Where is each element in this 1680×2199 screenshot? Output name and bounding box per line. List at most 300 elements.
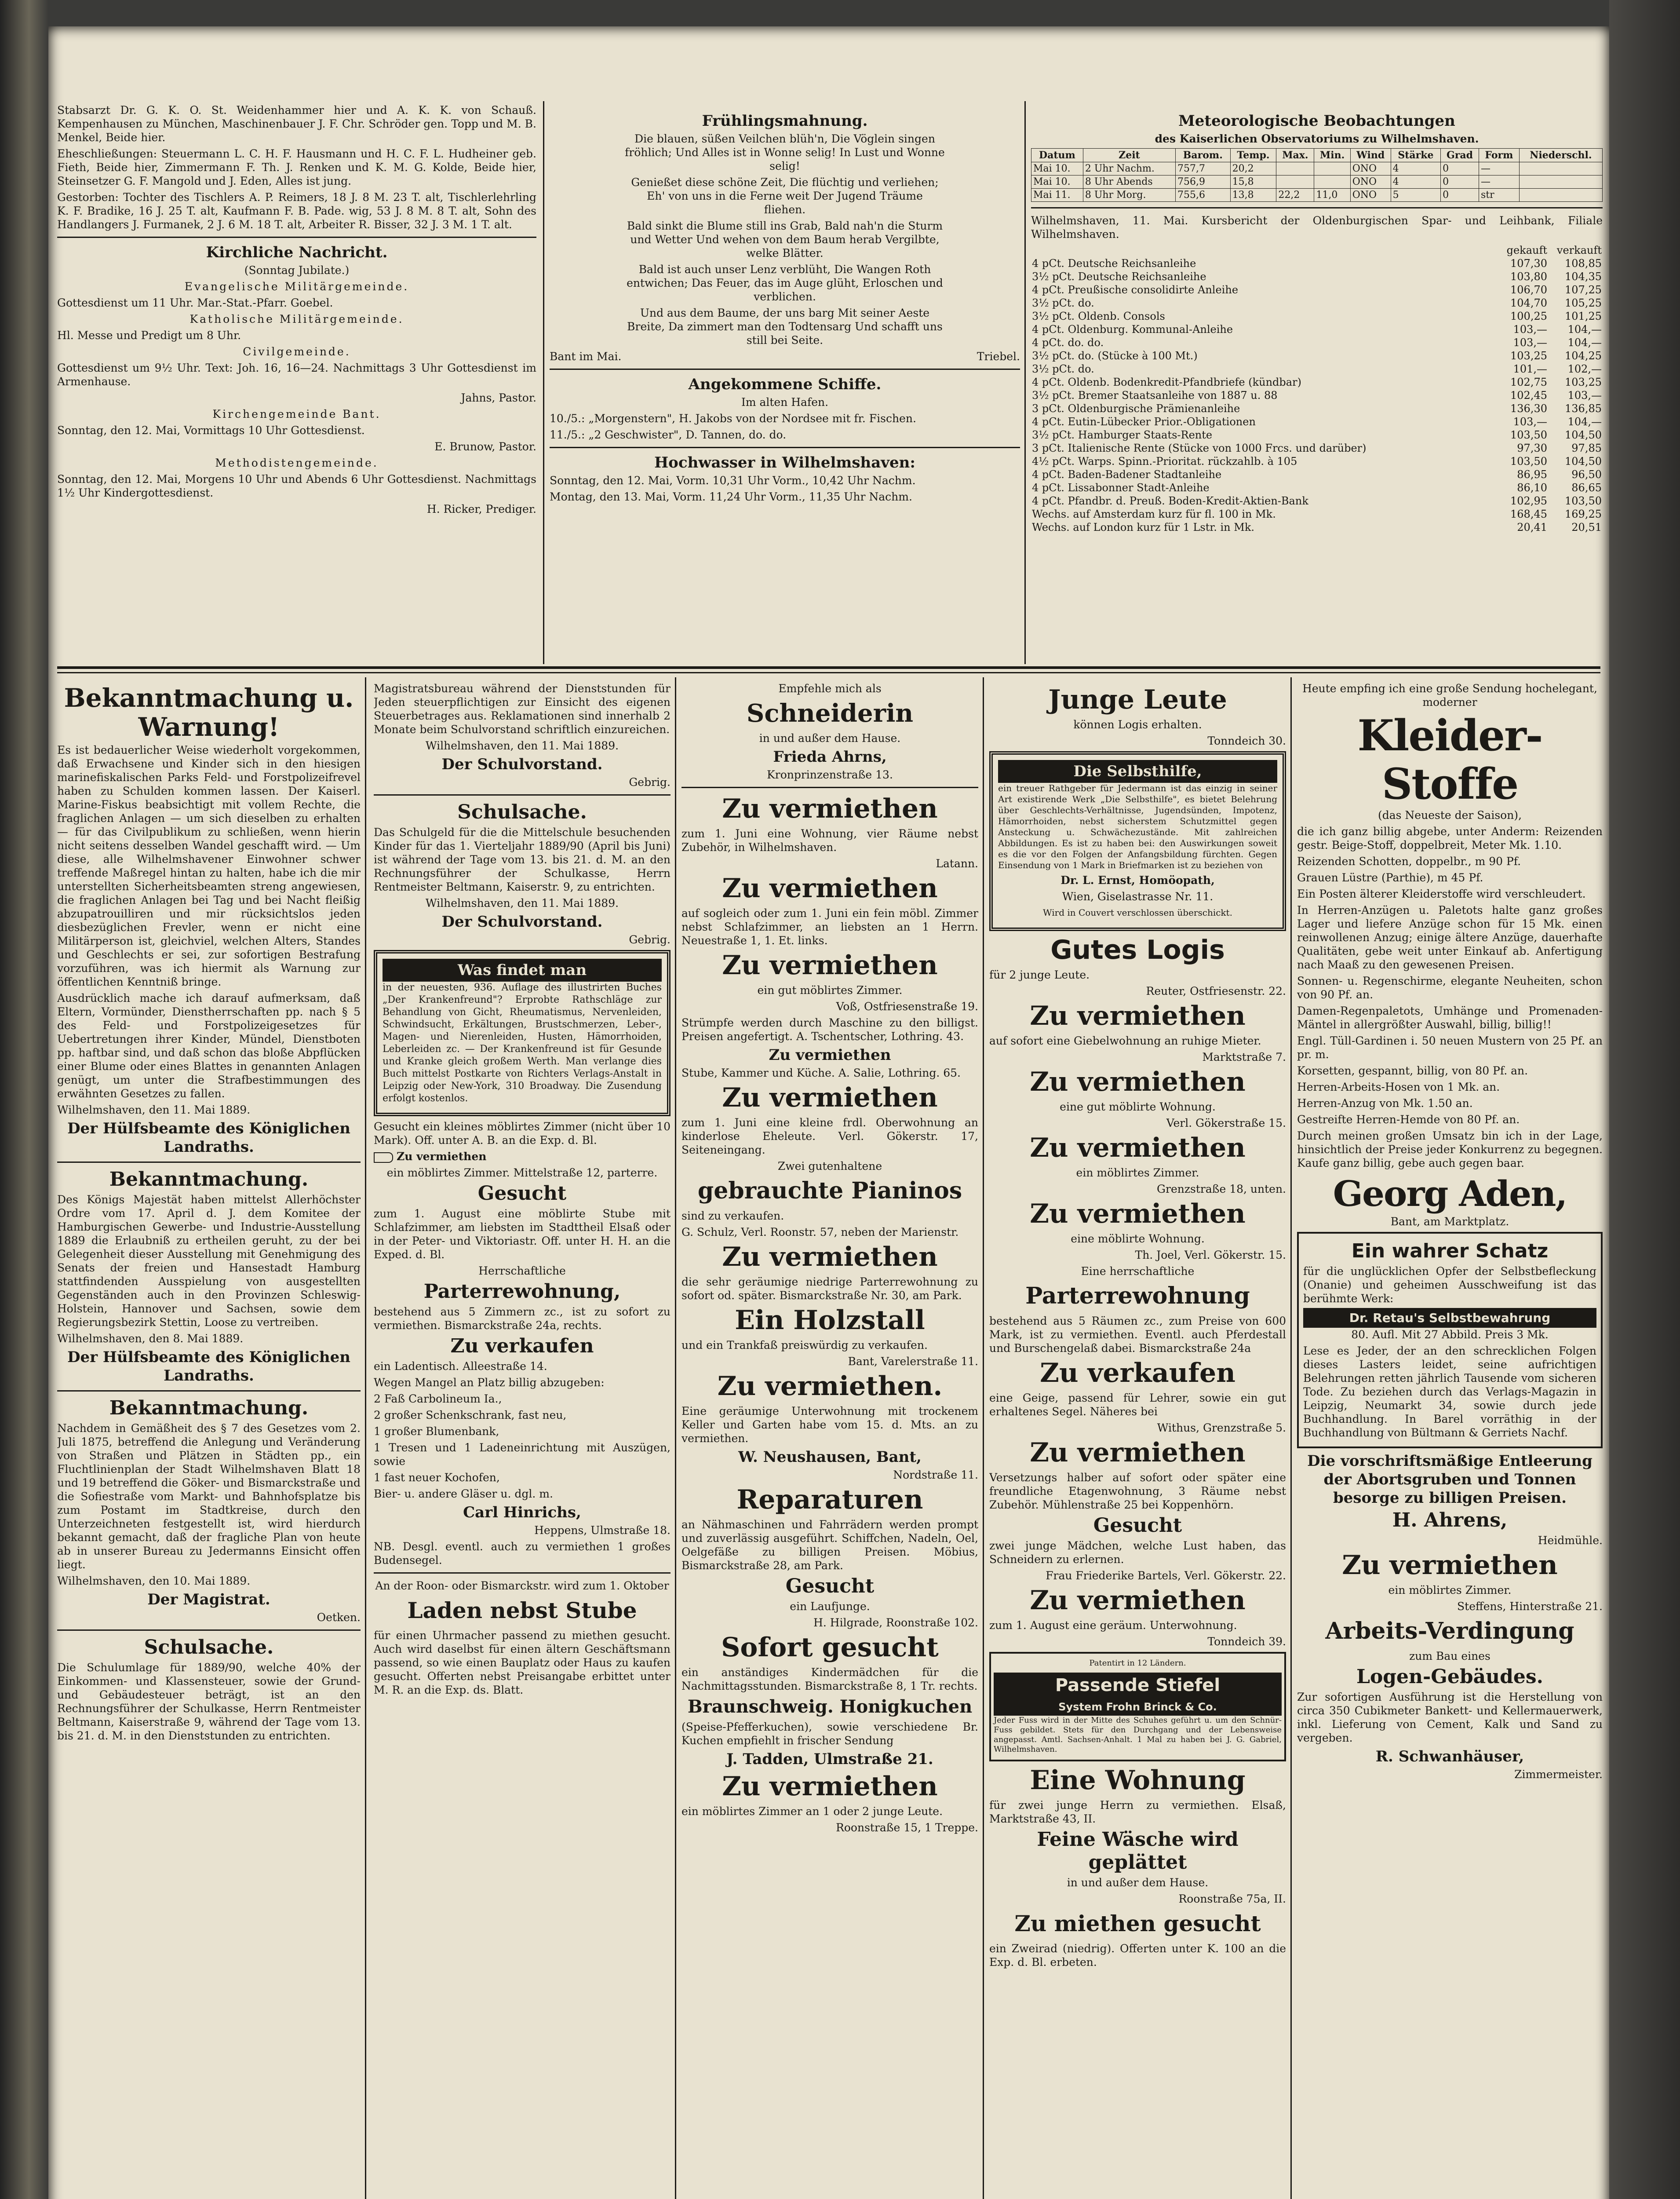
poem-footer	[550, 350, 1020, 363]
meteo-cell: 15,8	[1230, 175, 1276, 189]
meteo-cell: 13,8	[1230, 189, 1276, 202]
meteo-header-cell: Zeit	[1083, 149, 1175, 162]
boots-title: Passende Stiefel	[994, 1673, 1282, 1698]
kurs-price: 101,—	[1513, 363, 1547, 375]
flat-title: Parterrewohnung	[1025, 1282, 1250, 1309]
rent-title: Zu vermiethen	[1030, 1067, 1246, 1097]
kurs-row	[1031, 323, 1603, 336]
kurs-price: 104,—	[1567, 323, 1602, 336]
kurs-price: 103,—	[1513, 323, 1547, 336]
rent-text: ein möblirtes Zimmer.	[1076, 1166, 1199, 1179]
kurs-row	[1031, 481, 1603, 494]
kurs-security: 4½ pCt. Warps. Spinn.-Prioritat. rückzahlb. à 105	[1032, 455, 1297, 468]
honey-cake-name: J. Tadden, Ulmstraße 21.	[726, 1750, 933, 1768]
fabrics-item: Herren-Anzug von Mk. 1.50 an.	[1297, 1097, 1473, 1110]
rent-text: ein gut möblirtes Zimmer.	[757, 984, 903, 997]
kurs-security: 4 pCt. Baden-Badener Stadtanleihe	[1032, 468, 1222, 481]
school-fee-title: Schulsache.	[457, 801, 587, 823]
meth-sign: H. Ricker, Prediger.	[426, 503, 536, 515]
kurs-security: 4 pCt. Lissabonner Stadt-Anleihe	[1032, 482, 1210, 494]
wanted-title: Gesucht	[785, 1575, 875, 1597]
fabrics-item: Damen-Regenpaletots, Umhänge und Promenaden-Mäntel in allergrößter Auswahl, billig, billig!!	[1297, 1005, 1603, 1031]
logis-title: Gutes Logis	[1050, 935, 1225, 965]
evang-head: Evangelische Militärgemeinde.	[184, 280, 409, 293]
meteo-cell: Mai 10.	[1031, 162, 1083, 175]
rent-title: Zu vermiethen	[722, 1242, 938, 1272]
kurs-security: 3½ pCt. do. (Stücke à 100 Mt.)	[1032, 350, 1198, 362]
clearance-item: 2 Faß Carbolineum Ia.,	[374, 1392, 502, 1405]
kurs-row	[1031, 296, 1603, 310]
boots-top: Patentirt in 12 Ländern.	[1089, 1658, 1186, 1668]
notice-sign: Der Hülfsbeamte des Königlichen Landraths.	[67, 1348, 350, 1384]
register-deaths: Gestorben: Tochter des Tischlers A. P. Reimers, 18 J. 8 M. 23 T. alt, Tischlerlehrling K. F. Bradike, 16 J. 25 T. alt, Kaufmann F. B. Pade. wig, 53 J. 8 M. 8 T. alt, Sohn des Handlangers J. Furmanek, 2 J. 6 M. 18 T. alt, Arbeiter R. Bisser, 32 J. 3 M. 1 T. alt.	[57, 191, 536, 231]
seamstress-title: Schneiderin	[746, 699, 914, 728]
bant-text: Sonntag, den 12. Mai, Vormittags 10 Uhr Gottesdienst.	[57, 424, 365, 437]
divider	[681, 787, 978, 788]
cesspool-ad: Die vorschriftsmäßige Entleerung der Abortsgruben und Tonnen besorge zu billigen Preisen.	[1307, 1452, 1593, 1507]
treasure-text: für die unglücklichen Opfer der Selbstbefleckung (Onanie) und geheimen Ausschweifung ist das berühmte Werk:	[1303, 1265, 1596, 1305]
meteo-cell: str	[1479, 189, 1519, 202]
rent-title: Zu vermiethen	[722, 1082, 938, 1113]
tide-line: Montag, den 13. Mai, Vorm. 11,24 Uhr Vorm., 11,35 Uhr Nachm.	[550, 490, 912, 503]
bant-sign: E. Brunow, Pastor.	[434, 440, 536, 453]
kurs-price: 97,85	[1571, 442, 1602, 454]
rent-text: ein möblirtes Zimmer an 1 oder 2 junge Leute.	[681, 1805, 943, 1818]
kurs-price: 97,30	[1517, 442, 1547, 454]
meteo-cell: 22,2	[1276, 189, 1314, 202]
kurs-price: 103,25	[1510, 350, 1547, 362]
kurs-row	[1031, 402, 1603, 415]
rent-text: zum 1. Juni eine kleine frdl. Oberwohnung an kinderlose Eheleute. Verl. Gökerstr. 17, Seiteneingang.	[681, 1116, 978, 1156]
column-c	[681, 682, 978, 2199]
notice-date: Wilhelmshaven, den 10. Mai 1889.	[57, 1574, 251, 1587]
rent-title: Zu vermiethen.	[717, 1371, 943, 1402]
meteo-cell	[1314, 175, 1350, 189]
kurs-row	[1031, 494, 1603, 508]
clearance-item: 1 Tresen und 1 Ladeneinrichtung mit Auszügen, sowie	[374, 1441, 671, 1468]
meteo-header-cell: Niederschl.	[1519, 149, 1602, 162]
rent-text: die sehr geräumige niedrige Parterrewohnung zu sofort od. später. Bismarckstraße Nr. 30, am Park.	[681, 1275, 978, 1302]
rent-title: Zu vermiethen	[1030, 1437, 1246, 1468]
ad-wanted-text: zum 1. August eine möblirte Stube mit Schlafzimmer, am liebsten im Stadttheil Elsaß oder in der Peter- und Viktoriastr. Off. unter H. H. an die Exped. d. Bl.	[374, 1207, 671, 1261]
boots-ad-box	[989, 1652, 1286, 1761]
ad-sale-text: ein Ladentisch. Alleestraße 14.	[374, 1360, 547, 1373]
kurs-row	[1031, 349, 1603, 362]
tide-title: Hochwasser in Wilhelmshaven:	[654, 454, 915, 471]
wanted-title: Gesucht	[1093, 1514, 1182, 1537]
kurs-row	[1031, 442, 1603, 455]
kath-text: Hl. Messe und Predigt um 8 Uhr.	[57, 329, 241, 342]
cesspool-addr: Heidmühle.	[1538, 1534, 1603, 1547]
tender-title: Arbeits-Verdingung	[1325, 1618, 1574, 1644]
divider	[57, 1162, 361, 1163]
seamstress-addr: Kronprinzenstraße 13.	[767, 768, 893, 781]
column-rule	[1024, 101, 1026, 664]
ad-clearance-nb: NB. Desgl. eventl. auch zu vermiethen 1 großes Budensegel.	[374, 1540, 671, 1567]
tender-sub: zum Bau eines	[1409, 1650, 1490, 1662]
kurs-price: 103,—	[1567, 389, 1602, 402]
divider	[550, 369, 1020, 370]
meteo-cell: 8 Uhr Abends	[1083, 175, 1175, 189]
repairs-text: an Nähmaschinen und Fahrrädern werden prompt und zuverlässig ausgeführt. Schiffchen, Nadeln, Oel, Oelgefäße zu billigen Preisen. Möbius, Bismarckstraße 28, am Park.	[681, 1518, 978, 1572]
fabrics-item: In Herren-Anzügen u. Paletots halte ganz großes Lager und liefere Anzüge schon für 15 Mk. einen reinwollenen Anzug; einige ältere Anzüge, dauerhafte Qualitäten, gebe weit unter Einkauf ab. Anfertigung nach Maaß zu den gewesenen Preisen.	[1297, 904, 1603, 971]
ship-entry: 10./5.: „Morgenstern", H. Jakobs von der Nordsee mit fr. Fischen.	[550, 412, 916, 425]
kranken-ad-title: Was findet man	[383, 959, 662, 982]
fabrics-item: Reizenden Schotten, doppelbr., m 90 Pf.	[1297, 855, 1521, 868]
meteo-cell: 20,2	[1230, 162, 1276, 175]
school-fee-date: Wilhelmshaven, den 11. Mai 1889.	[425, 897, 619, 910]
poem-stanza: Die blauen, süßen Veilchen blüh'n, Die Vöglein singen fröhlich; Und Alles ist in Wonne selig! In Lust und Wonne selig!	[625, 132, 945, 172]
meteo-cell: 5	[1391, 189, 1440, 202]
ad-shop-title: Laden nebst Stube	[407, 1597, 637, 1623]
meteo-header-cell: Barom.	[1175, 149, 1230, 162]
fabrics-title: Kleider-Stoffe	[1357, 711, 1542, 809]
meth-head: Methodistengemeinde.	[215, 457, 379, 469]
clearance-item: 1 fast neuer Kochofen,	[374, 1471, 500, 1484]
school-board-date: Wilhelmshaven, den 11. Mai 1889.	[425, 739, 619, 752]
top-column-poem	[550, 110, 1020, 664]
clearance-item: Bier- u. andere Gläser u. dgl. m.	[374, 1487, 553, 1500]
kurs-security: 3½ pCt. do.	[1032, 363, 1094, 375]
cesspool-name: H. Ahrens,	[1392, 1509, 1508, 1531]
kurs-row	[1031, 376, 1603, 389]
column-rule	[543, 101, 544, 664]
divider	[374, 794, 671, 796]
kurs-security: Wechs. auf Amsterdam kurz für fl. 100 in Mk.	[1032, 508, 1276, 520]
poem-stanza: Bald sinkt die Blume still ins Grab, Bald nah'n die Sturm und Wetter Und wehen von dem Baum herab Vergilbte, welke Blätter.	[627, 219, 943, 259]
school-fee-sign: Der Schulvorstand.	[441, 913, 603, 931]
rent-text: auf sofort eine Giebelwohnung an ruhige Mieter.	[989, 1034, 1261, 1047]
kurs-security: 4 pCt. Eutin-Lübecker Prior.-Obligationen	[1032, 416, 1256, 428]
divider	[57, 237, 536, 238]
selbsthilfe-addr: Wien, Giselastrasse Nr. 11.	[1062, 890, 1214, 903]
notice-date: Wilhelmshaven, den 8. Mai 1889.	[57, 1332, 244, 1345]
divider	[374, 1572, 671, 1574]
treasure-title: Ein wahrer Schatz	[1351, 1240, 1549, 1262]
kurs-price: 104,25	[1565, 350, 1602, 362]
rent-text: Stube, Kammer und Küche. A. Salie, Lothring. 65.	[681, 1067, 961, 1079]
rent-addr: Verl. Gökerstraße 15.	[1166, 1117, 1286, 1129]
kurs-price: 108,85	[1565, 257, 1602, 270]
rent-title: Zu vermiethen	[1342, 1550, 1558, 1581]
kurs-price: 102,45	[1510, 389, 1547, 402]
fabrics-item: Grauen Lüstre (Parthie), m 45 Pf.	[1297, 871, 1483, 884]
clearance-item: 2 großer Schenkschrank, fast neu,	[374, 1409, 567, 1421]
poem-author: Triebel.	[977, 350, 1020, 363]
kurs-price: 102,75	[1510, 376, 1547, 388]
kurs-row	[1031, 508, 1603, 521]
poem-place: Bant im Mai.	[550, 350, 622, 363]
rent-title: Zu vermiethen	[722, 793, 938, 824]
treasure-book: Dr. Retau's Selbstbewahrung	[1303, 1308, 1596, 1328]
kranken-ad-box	[374, 950, 671, 1116]
meteo-header-cell: Temp.	[1230, 149, 1276, 162]
wanted-text: zwei junge Mädchen, welche Lust haben, das Schneidern zu erlernen.	[989, 1539, 1286, 1566]
meteo-header-cell: Max.	[1276, 149, 1314, 162]
ad-flat-title: Parterrewohnung,	[423, 1280, 621, 1303]
kurs-price: 104,35	[1565, 270, 1602, 283]
kurs-price: 104,—	[1567, 416, 1602, 428]
selbsthilfe-text: ein treuer Rathgeber für Jedermann ist das einzig in seiner Art existirende Werk „Die Selbsthilfe", es bietet Belehrung über Geschlechts-Verhältnisse, Jugendsünden, Impotenz, Hämorrhoiden, nebst sicherstem Schutzmittel gegen Ansteckung u. Schwächezustände. Mit zahlreichen Abbildungen. Es ist zu haben bei: den Auswirkungen soweit es die vor den Folgen der Anfangsbildung fürchten. Gegen Einsendung von 1 Mark in Briefmarken ist zu beziehen von	[998, 783, 1277, 870]
top-section-divider	[57, 666, 1600, 669]
fabrics-name: Georg Aden,	[1333, 1173, 1567, 1214]
wanted-text: ein Zweirad (niedrig). Offerten unter K. 100 an die Exp. d. Bl. erbeten.	[989, 1942, 1286, 1969]
sale-title: Zu verkaufen	[1040, 1358, 1235, 1388]
meteo-cell	[1276, 162, 1314, 175]
rent-name: W. Neushausen, Bant,	[738, 1448, 922, 1466]
selbsthilfe-ad-box	[989, 751, 1286, 931]
meteo-cell	[1519, 162, 1602, 175]
fabrics-item: Engl. Tüll-Gardinen i. 50 neuen Mustern von 25 Pf. an pr. m.	[1297, 1034, 1603, 1061]
kurs-price: 103,—	[1513, 416, 1547, 428]
top-column-weather-market	[1031, 110, 1603, 664]
meteo-header-cell: Wind	[1350, 149, 1391, 162]
kurs-price: 104,—	[1567, 336, 1602, 349]
meteo-row	[1031, 189, 1603, 202]
fabrics-item: Ein Posten älterer Kleiderstoffe wird verschleudert.	[1297, 888, 1586, 900]
top-section-divider-2	[57, 672, 1600, 673]
kurs-row	[1031, 270, 1603, 283]
wanted-text: ein Laufjunge.	[790, 1600, 870, 1613]
woodshed-addr: Bant, Varelerstraße 11.	[848, 1355, 978, 1368]
meteo-table	[1031, 148, 1603, 202]
boots-sub: System Frohn Brinck & Co.	[994, 1698, 1282, 1716]
treasure-ad-box	[1297, 1232, 1603, 1448]
rent-title: Zu vermiethen	[1030, 1001, 1246, 1031]
kurs-row	[1031, 310, 1603, 323]
top-column-civil-register	[57, 103, 536, 662]
meteo-cell: 11,0	[1314, 189, 1350, 202]
wanted-title: Zu miethen gesucht	[1014, 1910, 1261, 1936]
meteo-cell	[1519, 189, 1602, 202]
rent-addr: Tonndeich 39.	[1207, 1635, 1286, 1648]
rent-text: ein möblirtes Zimmer.	[1388, 1584, 1512, 1596]
kurs-security: 3½ pCt. Deutsche Reichsanleihe	[1032, 270, 1206, 283]
kurs-row	[1031, 257, 1603, 270]
kurs-col-sell: verkauft	[1556, 244, 1602, 256]
ad-wanted-room: Gesucht ein kleines möblirtes Zimmer (nicht über 10 Mark). Off. unter A. B. an die Exp. d. Bl.	[374, 1120, 671, 1147]
kurs-price: 86,10	[1517, 482, 1547, 494]
rent-sign: Latann.	[936, 857, 978, 870]
ad-clearance-addr: Heppens, Ulmstraße 18.	[534, 1524, 671, 1537]
sale-name: Withus, Grenzstraße 5.	[1157, 1421, 1286, 1434]
rent-title: Zu vermiethen	[722, 950, 938, 981]
woodshed-text: und ein Trankfaß preiswürdig zu verkaufen.	[681, 1339, 928, 1352]
ad-rent-title: Zu vermiethen	[374, 1150, 671, 1163]
fabrics-item: Gestreifte Herren-Hemde von 80 Pf. an.	[1297, 1113, 1520, 1126]
column-rule	[365, 677, 366, 2199]
meteo-header-cell: Min.	[1314, 149, 1350, 162]
kurs-security: 3½ pCt. Oldenb. Consols	[1032, 310, 1165, 322]
column-e	[1297, 682, 1603, 2199]
rent-addr: Nordstraße 11.	[893, 1468, 978, 1481]
tender-text: Zur sofortigen Ausführung ist die Herstellung von circa 350 Cubikmeter Bankett- und Kellermauerwerk, inkl. Lieferung von Cement, Kalk und Sand zu vergeben.	[1297, 1691, 1603, 1744]
meteo-header-cell: Grad	[1441, 149, 1479, 162]
rent-text: eine gut möblirte Wohnung.	[1060, 1100, 1216, 1113]
school-fee-name: Gebrig.	[629, 933, 671, 946]
kurs-security: 4 pCt. Oldenburg. Kommunal-Anleihe	[1032, 323, 1233, 336]
kurs-price: 102,—	[1567, 363, 1602, 375]
kurs-security: 3 pCt. Oldenburgische Prämienanleihe	[1032, 402, 1240, 415]
laundry-text: in und außer dem Hause.	[1067, 1876, 1209, 1889]
warning-date: Wilhelmshaven, den 11. Mai 1889.	[57, 1103, 251, 1116]
fabrics-item: Herren-Arbeits-Hosen von 1 Mk. an.	[1297, 1081, 1500, 1093]
kurs-price: 168,45	[1510, 508, 1547, 520]
tide-line: Sonntag, den 12. Mai, Vorm. 10,31 Uhr Vorm., 10,42 Uhr Nachm.	[550, 474, 916, 487]
meteo-cell	[1276, 175, 1314, 189]
flat-text: für zwei junge Herrn zu vermiethen. Elsaß, Marktstraße 43, II.	[989, 1799, 1286, 1825]
fabrics-item: Korsetten, gespannt, billig, von 80 Pf. an.	[1297, 1064, 1528, 1077]
kurs-price: 103,50	[1510, 455, 1547, 468]
meteo-cell: 755,6	[1175, 189, 1230, 202]
kurs-security: 4 pCt. Oldenb. Bodenkredit-Pfandbriefe (kündbar)	[1032, 376, 1301, 388]
meteo-header-cell: Datum	[1031, 149, 1083, 162]
poem-stanza: Genießet diese schöne Zeit, Die flüchtig und verliehen; Eh' von uns in die Ferne weit Der Jugend Träume fliehen.	[631, 176, 939, 216]
divider	[57, 1629, 361, 1631]
kurs-price: 96,50	[1571, 468, 1602, 481]
meteo-cell: 0	[1441, 175, 1479, 189]
meteo-cell: 4	[1391, 175, 1440, 189]
treasure-edition: 80. Aufl. Mit 27 Abbild. Preis 3 Mk.	[1351, 1328, 1549, 1341]
kurs-row	[1031, 336, 1603, 349]
kurs-price: 103,50	[1510, 429, 1547, 441]
meteo-header-cell: Form	[1479, 149, 1519, 162]
ad-clearance-list	[374, 1392, 671, 1501]
logis-text: für 2 junge Leute.	[989, 968, 1090, 981]
kurs-price: 103,25	[1565, 376, 1602, 388]
meteo-cell: 757,7	[1175, 162, 1230, 175]
ad-clearance-head: Wegen Mangel an Platz billig abzugeben:	[374, 1376, 605, 1389]
ad-rent-text: ein möblirtes Zimmer. Mittelstraße 12, parterre.	[386, 1166, 658, 1179]
kurs-price: 169,25	[1565, 508, 1602, 520]
laundry-title: Feine Wäsche wird geplättet	[1037, 1828, 1239, 1874]
kurs-price: 105,25	[1565, 297, 1602, 309]
ad-sale-title: Zu verkaufen	[450, 1335, 594, 1357]
rent-text: auf sogleich oder zum 1. Juni ein fein möbl. Zimmer nebst Schlafzimmer, an liebsten an 1 Herrn. Neuestraße 1, 1. Et. links.	[681, 907, 978, 947]
church-notice-subtitle: (Sonntag Jubilate.)	[244, 264, 350, 277]
fabrics-pre: Heute empfing ich eine große Sendung hochelegant, moderner	[1302, 682, 1597, 709]
notice-text: Nachdem in Gemäßheit des § 7 des Gesetzes vom 2. Juli 1875, betreffend die Anlegung und Veränderung von Straßen und Plätzen in Städten pp., ein Fluchtlinienplan der Stadt Wilhelmshaven Blatt 18 und 19 betreffend die Göker- und Bismarckstraße und die Sofiestraße vom Markt- und Bahnhofsplatze bis zum Postamt im Stadtkreise, durch den Unterzeichneten festgestellt ist, wird hierdurch bekannt gemacht, daß der fragliche Plan von heute ab in unserer Bureau zu Jedermanns Einsicht offen liegt.	[57, 1422, 361, 1571]
wanted-name: H. Hilgrade, Roonstraße 102.	[813, 1616, 978, 1629]
ships-title: Angekommene Schiffe.	[688, 376, 882, 393]
column-a	[57, 682, 361, 2199]
meteo-cell: Mai 11.	[1031, 189, 1083, 202]
page-gutter	[0, 0, 48, 2199]
kurs-price: 136,30	[1510, 402, 1547, 415]
meteo-cell: ONO	[1350, 162, 1391, 175]
meteo-cell: Mai 10.	[1031, 175, 1083, 189]
ad-flat-pre: Herrschaftliche	[478, 1264, 566, 1277]
fabrics-item: Sonnen- u. Regenschirme, elegante Neuheiten, schon von 90 Pf. an.	[1297, 975, 1603, 1001]
civ-head: Civilgemeinde.	[243, 345, 351, 358]
kath-head: Katholische Militärgemeinde.	[190, 313, 404, 325]
bant-head: Kirchengemeinde Bant.	[212, 408, 381, 420]
rent-text: zum 1. August eine geräum. Unterwohnung.	[989, 1619, 1237, 1632]
ad-clearance-name: Carl Hinrichs,	[463, 1504, 581, 1521]
kurs-row	[1031, 362, 1603, 376]
kurs-price: 136,85	[1565, 402, 1602, 415]
rent-title: Zu vermiethen	[722, 1771, 938, 1802]
seamstress-pre: Empfehle mich als	[778, 682, 882, 695]
poem-stanza: Bald ist auch unser Lenz verblüht, Die Wangen Roth entwichen; Das Feuer, das im Auge glüht, Erloschen und verblichen.	[627, 263, 943, 303]
kurs-security: 3 pCt. Italienische Rente (Stücke von 1000 Frcs. und darüber)	[1032, 442, 1367, 454]
warning-sign: Der Hülfsbeamte des Königlichen Landraths.	[67, 1120, 350, 1156]
kurs-price: 86,65	[1571, 482, 1602, 494]
kurs-price: 20,51	[1571, 521, 1602, 533]
flat-pre: Eine herrschaftliche	[1081, 1265, 1195, 1278]
piano-text: sind zu verkaufen.	[681, 1209, 784, 1222]
meteo-cell: —	[1479, 175, 1519, 189]
rent-text: Versetzungs halber auf sofort oder später eine freundliche Etagenwohnung, 3 Räume nebst Zubehör. Mühlenstraße 25 bei Koppenhörn.	[989, 1471, 1286, 1511]
meteo-row	[1031, 175, 1603, 189]
tender-title-2: Logen-Gebäudes.	[1356, 1666, 1543, 1688]
rent-addr: Grenzstraße 18, unten.	[1157, 1183, 1286, 1195]
treasure-text-2: Lese es Jeder, der an den schrecklichen Folgen dieses Lasters leidet, seine aufrichtigen Belehrungen retten jährlich Tausende vom sicheren Tode. Zu beziehen durch das Verlags-Magazin in Leipzig, Neumarkt 34, sowie durch jede Buchhandlung. In Barel vorräthig in der Buchhandlung von Bültmann & Gerriets Nachf.	[1303, 1344, 1596, 1439]
divider	[57, 1390, 361, 1392]
sale-text: eine Geige, passend für Lehrer, sowie ein gut erhaltenes Segel. Näheres bei	[989, 1392, 1286, 1418]
kurs-security: 3½ pCt. Bremer Staatsanleihe von 1887 u. 88	[1032, 389, 1278, 402]
boots-text: Jeder Fuss wird in der Mitte des Schuhes geführt u. um den Schnür-Fuss gebildet. Stets für den Durchgang und der Lebensweise angepasst. Amtl. Sachsen-Anhalt. 1 Mal zu haben bei J. G. Gabriel, Wilhelmshaven.	[994, 1716, 1282, 1754]
kurs-price: 104,70	[1510, 297, 1547, 309]
kurs-price: 86,95	[1517, 468, 1547, 481]
rent-title: Zu vermiethen	[1030, 1132, 1246, 1163]
meth-text: Sonntag, den 12. Mai, Morgens 10 Uhr und Abends 6 Uhr Gottesdienst. Nachmittags 1½ Uhr Kindergottesdienst.	[57, 473, 536, 499]
divider	[1031, 207, 1603, 208]
kurs-price: 107,25	[1565, 284, 1602, 296]
warning-title: Bekanntmachung u. Warnung!	[64, 683, 354, 742]
meteo-title: Meteorologische Beobachtungen	[1178, 112, 1455, 130]
notice-text: Des Königs Majestät haben mittelst Allerhöchster Ordre vom 17. April d. J. dem Komitee der Hamburgischen Gewerbe- und Industrie-Ausstellung 1889 die Erlaubniß zu ertheilen geruht, zu der bei Gelegenheit dieser Ausstellung mit Genehmigung des Senats der freien und Hansestadt Hamburg stattfindenden Ausspielung von ausgestellten Gegenständen auch in den Provinzen Schleswig-Holstein, Hannover und Sachsen, sowie dem Regierungsbezirk Stettin, Loose zu vertreiben.	[57, 1193, 361, 1329]
kurs-security: 3½ pCt. do.	[1032, 297, 1094, 309]
piano-name: G. Schulz, Verl. Roonstr. 57, neben der Marienstr.	[681, 1226, 959, 1238]
kurs-price: 102,95	[1510, 495, 1547, 507]
ad-wanted-title: Gesucht	[477, 1182, 567, 1205]
kurs-security: 4 pCt. Pfandbr. d. Preuß. Boden-Kredit-Aktien-Bank	[1032, 495, 1308, 507]
wanted-name: Frau Friederike Bartels, Verl. Gökerstr. 22.	[1046, 1569, 1286, 1582]
lodging-text: können Logis erhalten.	[1073, 718, 1202, 731]
school-text: Die Schulumlage für 1889/90, welche 40% der Einkommen- und Klassensteuer, sowie der Grund- und Gebäudesteuer beträgt, ist an den Rechnungsführer der Schulkasse, Herrn Rentmeister Beltmann, Kaiserstraße 9, während der Tage vom 13. bis 21. d. M. in den Dienststunden zu entrichten.	[57, 1661, 361, 1742]
civ-sign: Jahns, Pastor.	[461, 391, 536, 404]
selbsthilfe-name: Dr. L. Ernst, Homöopath,	[1060, 874, 1215, 887]
selbsthilfe-foot: Wird in Couvert verschlossen überschickt.	[1043, 907, 1232, 918]
ship-entry: 11./5.: „2 Geschwister", D. Tannen, do. do.	[550, 428, 787, 441]
column-rule	[675, 677, 676, 2199]
pointing-hand-icon	[374, 1152, 393, 1163]
honey-cake-title: Braunschweig. Honigkuchen	[687, 1696, 973, 1717]
church-notice-title: Kirchliche Nachricht.	[206, 244, 388, 261]
tender-name: R. Schwanhäuser,	[1375, 1748, 1524, 1765]
piano-title: gebrauchte Pianinos	[697, 1177, 962, 1204]
column-rule	[983, 677, 984, 2199]
seamstress-name: Frieda Ahrns,	[773, 748, 887, 766]
newspaper-page	[48, 26, 1609, 2199]
civ-text: Gottesdienst um 9½ Uhr. Text: Joh. 16, 16—24. Nachmittags 3 Uhr Gottesdienst im Armenhause.	[57, 362, 536, 388]
wanted-title: Sofort gesucht	[721, 1632, 939, 1663]
stockings-ad: Strümpfe werden durch Maschine zu den billigst. Preisen angefertigt. A. Tschentscher, Lothring. 43.	[681, 1016, 978, 1043]
kurs-security: Wechs. auf London kurz für 1 Lstr. in Mk.	[1032, 521, 1254, 533]
fabrics-sub: (das Neueste der Saison),	[1378, 809, 1522, 822]
laundry-addr: Roonstraße 75a, II.	[1178, 1892, 1286, 1905]
kurs-security: 4 pCt. do. do.	[1032, 336, 1104, 349]
meteo-cell: 0	[1441, 162, 1479, 175]
meteo-cell: 8 Uhr Morg.	[1083, 189, 1175, 202]
selbsthilfe-title: Die Selbsthilfe,	[998, 760, 1277, 783]
kranken-ad-text: in der neuesten, 936. Auflage des illustrirten Buches „Der Krankenfreund"? Erprobte Rathschläge zur Behandlung von Gicht, Rheumatismus, Nervenleiden, Schwindsucht, Erkältungen, Brustschmerzen, Leber-, Magen- und Nierenleiden, Husten, Hämorrhoiden, Leberleiden zc. — Der Krankenfreund ist für Gesunde und Kranke gleich großem Werth. Man verlange dies Buch mittelst Postkarte von Richters Verlags-Anstalt in Leipzig oder New-York, 310 Broadway. Die Zusendung erfolgt kostenlos.	[383, 982, 662, 1104]
warning-text-2: Ausdrücklich mache ich darauf aufmerksam, daß Eltern, Vormünder, Dienstherrschaften pp. nach § 5 des Feld- und Forstpolizeigesetzes für Uebertretungen ihrer Kinder, Mündel, Dienstboten pp. haftbar sind, und daß schon das bloße Abpflücken einer Blume oder eines Blattes in genannten Anlagen genügt, um unter die Strafbestimmungen des erwähnten Gesetzes zu fallen.	[57, 992, 361, 1100]
meteo-cell: 0	[1441, 189, 1479, 202]
meteo-cell: —	[1479, 162, 1519, 175]
kurs-row	[1031, 468, 1603, 481]
